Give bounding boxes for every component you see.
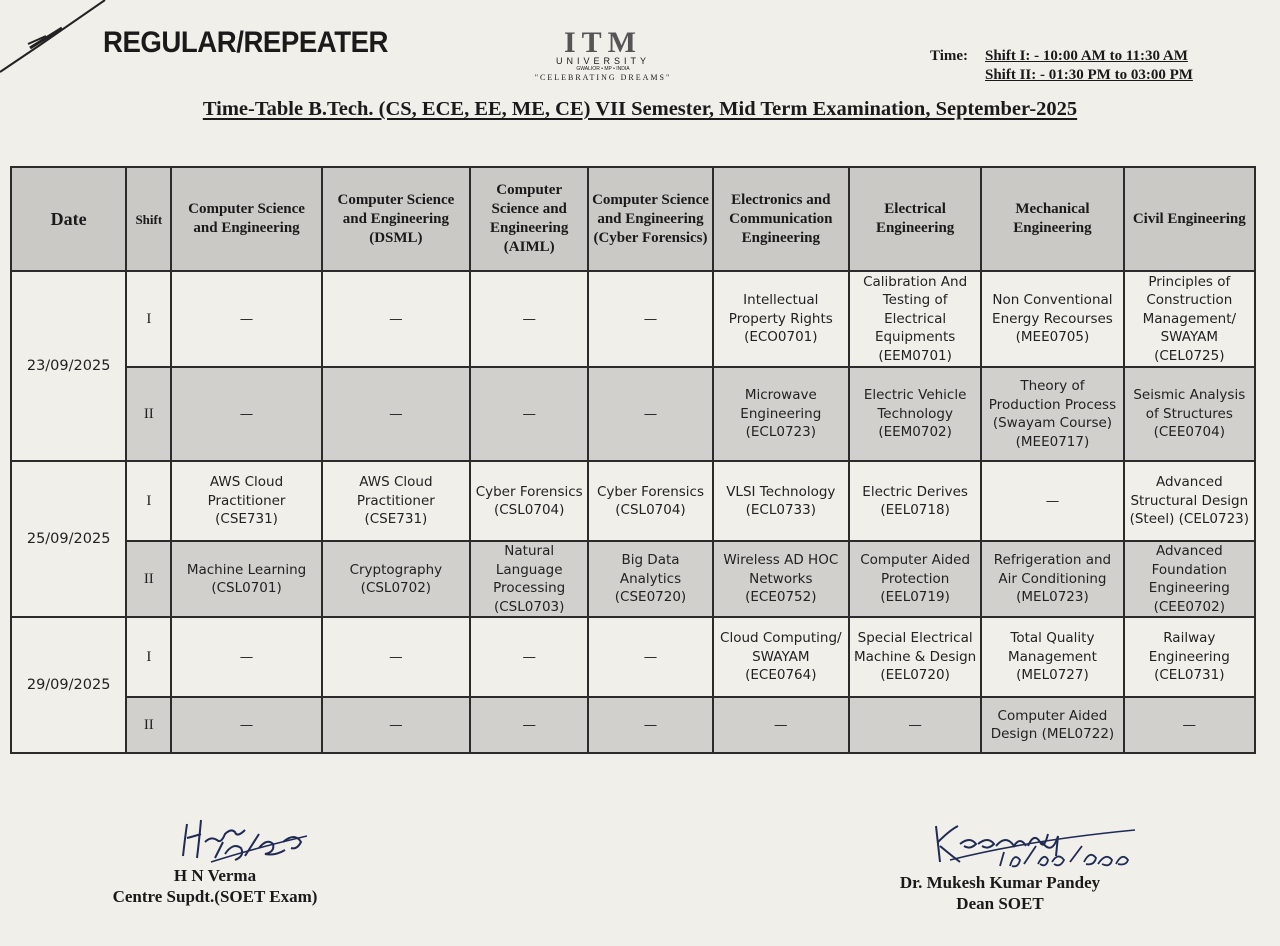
header-me: Mechanical Engineering: [981, 167, 1123, 271]
table-row: [11, 617, 1255, 697]
table-row: [11, 367, 1255, 461]
exam-cell: Computer Aided Protection (EEL0719): [849, 541, 981, 617]
signature-right-handwriting: [930, 816, 1140, 872]
shift-cell: I: [126, 461, 171, 541]
signatory-right: [885, 872, 1115, 914]
corner-pen-mark: [0, 0, 110, 80]
table-row: [11, 461, 1255, 541]
header-date: Date: [11, 167, 126, 271]
exam-cell: Cyber Forensics (CSL0704): [470, 461, 588, 541]
document-title: Time-Table B.Tech. (CS, ECE, EE, ME, CE) VII Semester, Mid Term Examination, September-2025: [202, 98, 1078, 120]
shift-cell: I: [126, 617, 171, 697]
exam-cell: —: [322, 367, 470, 461]
header-shift: Shift: [126, 167, 171, 271]
shift-2-timing: Shift II: - 01:30 PM to 03:00 PM: [985, 67, 1193, 83]
exam-cell: Special Electrical Machine & Design (EEL0720): [849, 617, 981, 697]
date-cell: 23/09/2025: [11, 271, 126, 461]
table-row: [11, 541, 1255, 617]
date-cell: 29/09/2025: [11, 617, 126, 753]
exam-cell: Railway Engineering (CEL0731): [1124, 617, 1255, 697]
exam-cell: —: [588, 271, 712, 367]
header-ece: Electronics and Communication Engineering: [713, 167, 849, 271]
signature-left-handwriting: [175, 798, 315, 868]
exam-cell: VLSI Technology (ECL0733): [713, 461, 849, 541]
signatory-left: [100, 865, 330, 907]
exam-cell: Advanced Structural Design (Steel) (CEL0723): [1124, 461, 1255, 541]
exam-cell: Cloud Computing/ SWAYAM (ECE0764): [713, 617, 849, 697]
exam-cell: —: [588, 367, 712, 461]
exam-cell: Non Conventional Energy Recourses (MEE0705): [981, 271, 1123, 367]
exam-cell: Calibration And Testing of Electrical Equipments (EEM0701): [849, 271, 981, 367]
header-cse-dsml: Computer Science and Engineering (DSML): [322, 167, 470, 271]
signatory-right-role: Dean SOET: [956, 894, 1044, 913]
exam-cell: Microwave Engineering (ECL0723): [713, 367, 849, 461]
logo-mark: ITM: [528, 30, 678, 56]
exam-cell: —: [470, 367, 588, 461]
exam-cell: Electric Vehicle Technology (EEM0702): [849, 367, 981, 461]
exam-cell: Electric Derives (EEL0718): [849, 461, 981, 541]
exam-cell: —: [171, 697, 321, 753]
exam-type-heading: REGULAR/REPEATER: [103, 26, 389, 59]
exam-cell: Computer Aided Design (MEL0722): [981, 697, 1123, 753]
exam-cell: —: [171, 271, 321, 367]
table-row: [11, 697, 1255, 753]
exam-cell: Advanced Foundation Engineering (CEE0702): [1124, 541, 1255, 617]
signatory-right-name: Dr. Mukesh Kumar Pandey: [899, 873, 1101, 892]
exam-cell: —: [849, 697, 981, 753]
header-cse-cyber: Computer Science and Engineering (Cyber Forensics): [588, 167, 712, 271]
exam-cell: —: [470, 617, 588, 697]
university-logo: [528, 26, 678, 83]
shift-cell: II: [126, 367, 171, 461]
shift-1-timing: Shift I: - 10:00 AM to 11:30 AM: [985, 48, 1188, 64]
exam-cell: AWS Cloud Practitioner (CSE731): [171, 461, 321, 541]
exam-cell: Cryptography (CSL0702): [322, 541, 470, 617]
exam-cell: —: [588, 697, 712, 753]
timetable: [10, 166, 1256, 754]
signatory-left-name: H N Verma: [173, 866, 257, 885]
shift-cell: I: [126, 271, 171, 367]
date-cell: 25/09/2025: [11, 461, 126, 617]
exam-cell: Big Data Analytics (CSE0720): [588, 541, 712, 617]
exam-cell: —: [470, 271, 588, 367]
exam-cell: —: [981, 461, 1123, 541]
logo-tagline: "CELEBRATING DREAMS": [534, 73, 672, 82]
exam-cell: —: [322, 271, 470, 367]
header-ee: Electrical Engineering: [849, 167, 981, 271]
logo-location: GWALIOR • MP • INDIA: [576, 66, 630, 72]
exam-cell: Principles of Construction Management/ SWAYAM (CEL0725): [1124, 271, 1255, 367]
logo-name: UNIVERSITY: [555, 56, 650, 66]
exam-cell: Total Quality Management (MEL0727): [981, 617, 1123, 697]
exam-cell: Machine Learning (CSL0701): [171, 541, 321, 617]
exam-cell: —: [171, 367, 321, 461]
exam-cell: —: [322, 697, 470, 753]
header-cse: Computer Science and Engineering: [171, 167, 321, 271]
exam-cell: Theory of Production Process (Swayam Course) (MEE0717): [981, 367, 1123, 461]
exam-cell: Natural Language Processing (CSL0703): [470, 541, 588, 617]
shift-cell: II: [126, 541, 171, 617]
exam-cell: AWS Cloud Practitioner (CSE731): [322, 461, 470, 541]
header-cse-aiml: Computer Science and Engineering (AIML): [470, 167, 588, 271]
exam-cell: —: [1124, 697, 1255, 753]
shift-cell: II: [126, 697, 171, 753]
exam-cell: Wireless AD HOC Networks (ECE0752): [713, 541, 849, 617]
table-row: [11, 271, 1255, 367]
table-header-row: [11, 167, 1255, 271]
exam-cell: —: [322, 617, 470, 697]
signatory-left-role: Centre Supdt.(SOET Exam): [112, 887, 318, 906]
header-ce: Civil Engineering: [1124, 167, 1255, 271]
exam-cell: —: [588, 617, 712, 697]
exam-cell: Intellectual Property Rights (ECO0701): [713, 271, 849, 367]
exam-cell: Seismic Analysis of Structures (CEE0704): [1124, 367, 1255, 461]
exam-cell: Refrigeration and Air Conditioning (MEL0723): [981, 541, 1123, 617]
exam-cell: —: [171, 617, 321, 697]
time-label: Time:: [930, 48, 969, 64]
exam-cell: Cyber Forensics (CSL0704): [588, 461, 712, 541]
exam-cell: —: [470, 697, 588, 753]
exam-cell: —: [713, 697, 849, 753]
